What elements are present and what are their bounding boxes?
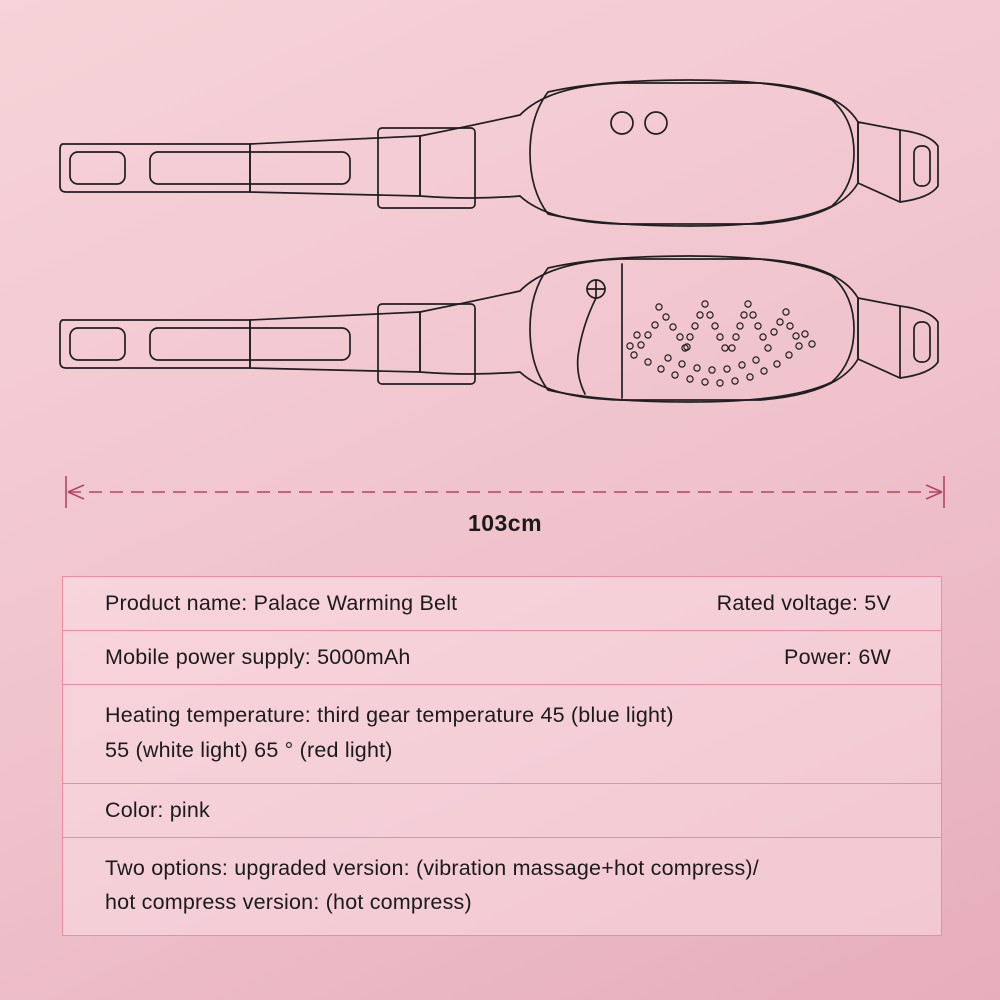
spec-heating-temperature-line1: Heating temperature: third gear temperature 45 (blue light) bbox=[105, 703, 674, 727]
power-port-icon bbox=[578, 280, 605, 394]
table-row bbox=[63, 838, 941, 936]
specification-table bbox=[62, 576, 942, 936]
spec-heating-temperature-line2: 55 (white light) 65 ° (red light) bbox=[105, 737, 393, 762]
front-view-group bbox=[60, 80, 938, 226]
spec-power-supply: Mobile power supply: 5000mAh bbox=[105, 644, 411, 669]
dimension-arrow-icon bbox=[60, 472, 950, 512]
spec-power: Power: 6W bbox=[784, 644, 891, 669]
button-circle-2 bbox=[645, 112, 667, 134]
dimension-annotation bbox=[60, 472, 950, 552]
product-illustration bbox=[0, 0, 1000, 470]
spec-color: Color: pink bbox=[105, 797, 210, 822]
back-view-group bbox=[60, 256, 938, 402]
table-row bbox=[63, 631, 941, 685]
heating-element-dots bbox=[627, 301, 815, 386]
table-row bbox=[63, 577, 941, 631]
button-circle-1 bbox=[611, 112, 633, 134]
spec-rated-voltage: Rated voltage: 5V bbox=[716, 590, 891, 615]
spec-options-line1: Two options: upgraded version: (vibration massage+hot compress)/ bbox=[105, 855, 759, 880]
belt-outline-drawing bbox=[0, 0, 1000, 470]
table-row bbox=[63, 784, 941, 838]
dimension-label: 103cm bbox=[467, 510, 543, 536]
spec-product-name: Product name: Palace Warming Belt bbox=[105, 590, 458, 615]
spec-options-line2: hot compress version: (hot compress) bbox=[105, 890, 472, 915]
table-row bbox=[63, 685, 941, 784]
